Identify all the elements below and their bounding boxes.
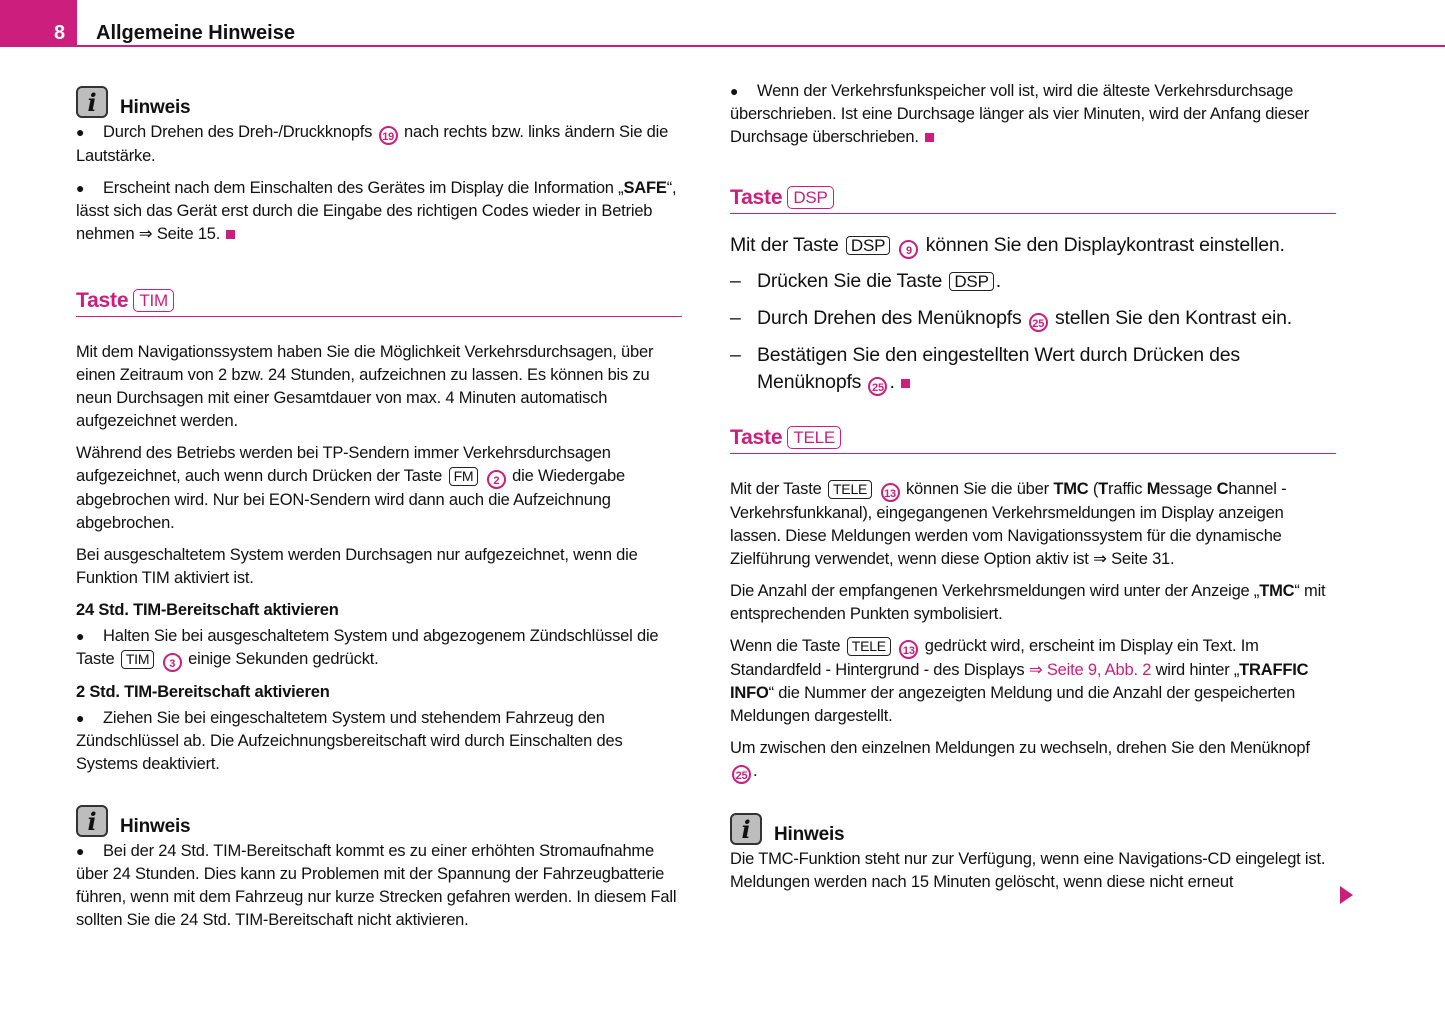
page-title: Allgemeine Hinweise (96, 22, 295, 44)
step-item: – Drücken Sie die Taste DSP . (730, 270, 1001, 292)
bullet-icon: ● (76, 843, 85, 859)
note-heading (730, 807, 1336, 845)
note-bullet: ● Erscheint nach dem Einschalten des Gerätes im Display die Information „SAFE“, lässt sich das Gerät erst durch die Eingabe des richtigen Codes wieder in Betrieb nehmen ⇒ Seite 15. (76, 179, 677, 243)
step-item: – Bestätigen Sie den eingestellten Wert durch Drücken des Menüknopfs 25 . (730, 344, 1240, 394)
key-label: DSP (787, 186, 833, 209)
key-label: DSP (846, 236, 890, 255)
subheading: 24 Std. TIM-Bereitschaft aktivieren (76, 601, 339, 619)
note-bullet: ● Durch Drehen des Dreh-/Druckknopfs 19 nach rechts bzw. links ändern Sie die Lautstärke. (76, 123, 669, 165)
callout-number: 13 (899, 640, 918, 659)
header-rule (77, 45, 1445, 47)
step-item: – Durch Drehen des Menüknopfs 25 stellen Sie den Kontrast ein. (730, 307, 1292, 330)
section-heading-label: Taste (76, 289, 129, 312)
info-icon: i (76, 805, 108, 837)
subheading: 2 Std. TIM-Bereitschaft aktivieren (76, 683, 330, 701)
callout-number: 2 (487, 470, 506, 489)
paragraph: Mit dem Navigationssystem haben Sie die Möglichkeit Verkehrsdurchsagen, über einen Zeitraum von 2 bzw. 24 Stunden, aufzeichnen zu lassen. Es können bis zu neun Durchsagen mit einer Gesamtdauer von max. 4 Minuten automatisch aufgezeichnet werden. (76, 343, 654, 430)
note-title: Hinweis (120, 97, 191, 118)
note-heading (76, 799, 682, 837)
page-reference-link[interactable]: ⇒ Seite 9, Abb. 2 (1028, 661, 1152, 679)
bullet-icon: ● (76, 628, 85, 644)
key-label: TELE (787, 426, 841, 449)
note-heading (76, 80, 682, 118)
callout-number: 3 (163, 653, 182, 672)
left-column (76, 80, 682, 941)
right-column (730, 80, 1336, 903)
bullet-item: ● Ziehen Sie bei eingeschaltetem System und stehendem Fahrzeug den Zündschlüssel ab. Die Aufzeichnungsbereitschaft wird durch Einschalten des Systems deaktiviert. (76, 709, 623, 773)
info-icon: i (76, 86, 108, 118)
paragraph: Um zwischen den einzelnen Meldungen zu wechseln, drehen Sie den Menüknopf 25 . (730, 739, 1310, 782)
paragraph: Mit der Taste DSP 9 können Sie den Displaykontrast einstellen. (730, 234, 1285, 257)
section-heading-label: Taste (730, 186, 783, 209)
key-label: TIM (121, 650, 155, 669)
key-label: TIM (133, 289, 174, 312)
end-square-icon (901, 379, 910, 388)
callout-number: 19 (379, 126, 398, 145)
next-page-arrow-icon[interactable] (1340, 886, 1353, 904)
callout-number: 13 (881, 483, 900, 502)
key-label: DSP (949, 272, 993, 291)
note-title: Hinweis (774, 824, 845, 845)
section-heading-label: Taste (730, 426, 783, 449)
callout-number: 25 (732, 765, 751, 784)
paragraph: Wenn die Taste TELE 13 gedrückt wird, erscheint im Display ein Text. Im Standardfeld - Hintergrund - des Displays ⇒ Seite 9, Abb. 2 wird hinter „TRAFFIC INFO“ die Nummer der angezeigten Meldung und die Anzahl der gespeicherten Meldungen dargestellt. (730, 637, 1309, 725)
callout-number: 25 (1029, 313, 1048, 332)
end-square-icon (925, 133, 934, 142)
key-label: FM (449, 467, 479, 486)
bullet-item: ● Halten Sie bei ausgeschaltetem System und abgezogenem Zündschlüssel die Taste TIM 3 einige Sekunden gedrückt. (76, 627, 659, 670)
bullet-icon: ● (76, 124, 85, 140)
bullet-icon: ● (76, 180, 85, 196)
paragraph: Bei ausgeschaltetem System werden Durchsagen nur aufgezeichnet, wenn die Funktion TIM aktiviert ist. (76, 546, 638, 587)
paragraph: Mit der Taste TELE 13 können Sie die über TMC (Traffic Message Channel - Verkehrsfunkkanal), eingegangenen Verkehrsmeldungen im Display anzeigen lassen. Diese Meldungen werden vom Navigationssystem für die dynamische Zielführung verwendet, wenn diese Option aktiv ist ⇒ Seite 31. (730, 480, 1287, 568)
info-icon: i (730, 813, 762, 845)
bullet-icon: ● (76, 710, 85, 726)
key-label: TELE (847, 637, 891, 656)
callout-number: 25 (868, 377, 887, 396)
key-label: TELE (828, 480, 872, 499)
paragraph: Während des Betriebs werden bei TP-Sendern immer Verkehrsdurchsagen aufgezeichnet, auch wenn durch Drücken der Taste FM 2 die Wiedergabe abgebrochen wird. Nur bei EON-Sendern wird dann auch die Aufzeichnung abgebrochen. (76, 444, 625, 532)
section-heading-dsp (730, 186, 1336, 214)
page-number: 8 (54, 22, 66, 44)
note-title: Hinweis (120, 816, 191, 837)
section-heading-tele (730, 426, 1336, 454)
note-bullet: ● Bei der 24 Std. TIM-Bereitschaft kommt es zu einer erhöhten Stromaufnahme über 24 Stunden. Dies kann zu Problemen mit der Spannung der Fahrzeugbatterie führen, wenn mit dem Fahrzeug nur kurze Strecken gefahren werden. In diesem Fall sollten Sie die 24 Std. TIM-Bereitschaft nicht aktivieren. (76, 842, 677, 929)
paragraph: Die Anzahl der empfangenen Verkehrsmeldungen wird unter der Anzeige „TMC“ mit entsprechenden Punkten symbolisiert. (730, 582, 1326, 623)
callout-number: 9 (899, 240, 918, 259)
bullet-icon: ● (730, 83, 739, 99)
section-heading-tim (76, 289, 682, 317)
note-text: Die TMC-Funktion steht nur zur Verfügung, wenn eine Navigations-CD eingelegt ist. Meldungen werden nach 15 Minuten gelöscht, wenn diese nicht erneut (730, 850, 1326, 891)
end-square-icon (226, 230, 235, 239)
bullet-item: ● Wenn der Verkehrsfunkspeicher voll ist, wird die älteste Verkehrsdurchsage überschrieben. Ist eine Durchsage länger als vier Minuten, wird der Anfang dieser Durchsage überschrieben. (730, 82, 1310, 146)
page-number-tab (0, 0, 77, 47)
